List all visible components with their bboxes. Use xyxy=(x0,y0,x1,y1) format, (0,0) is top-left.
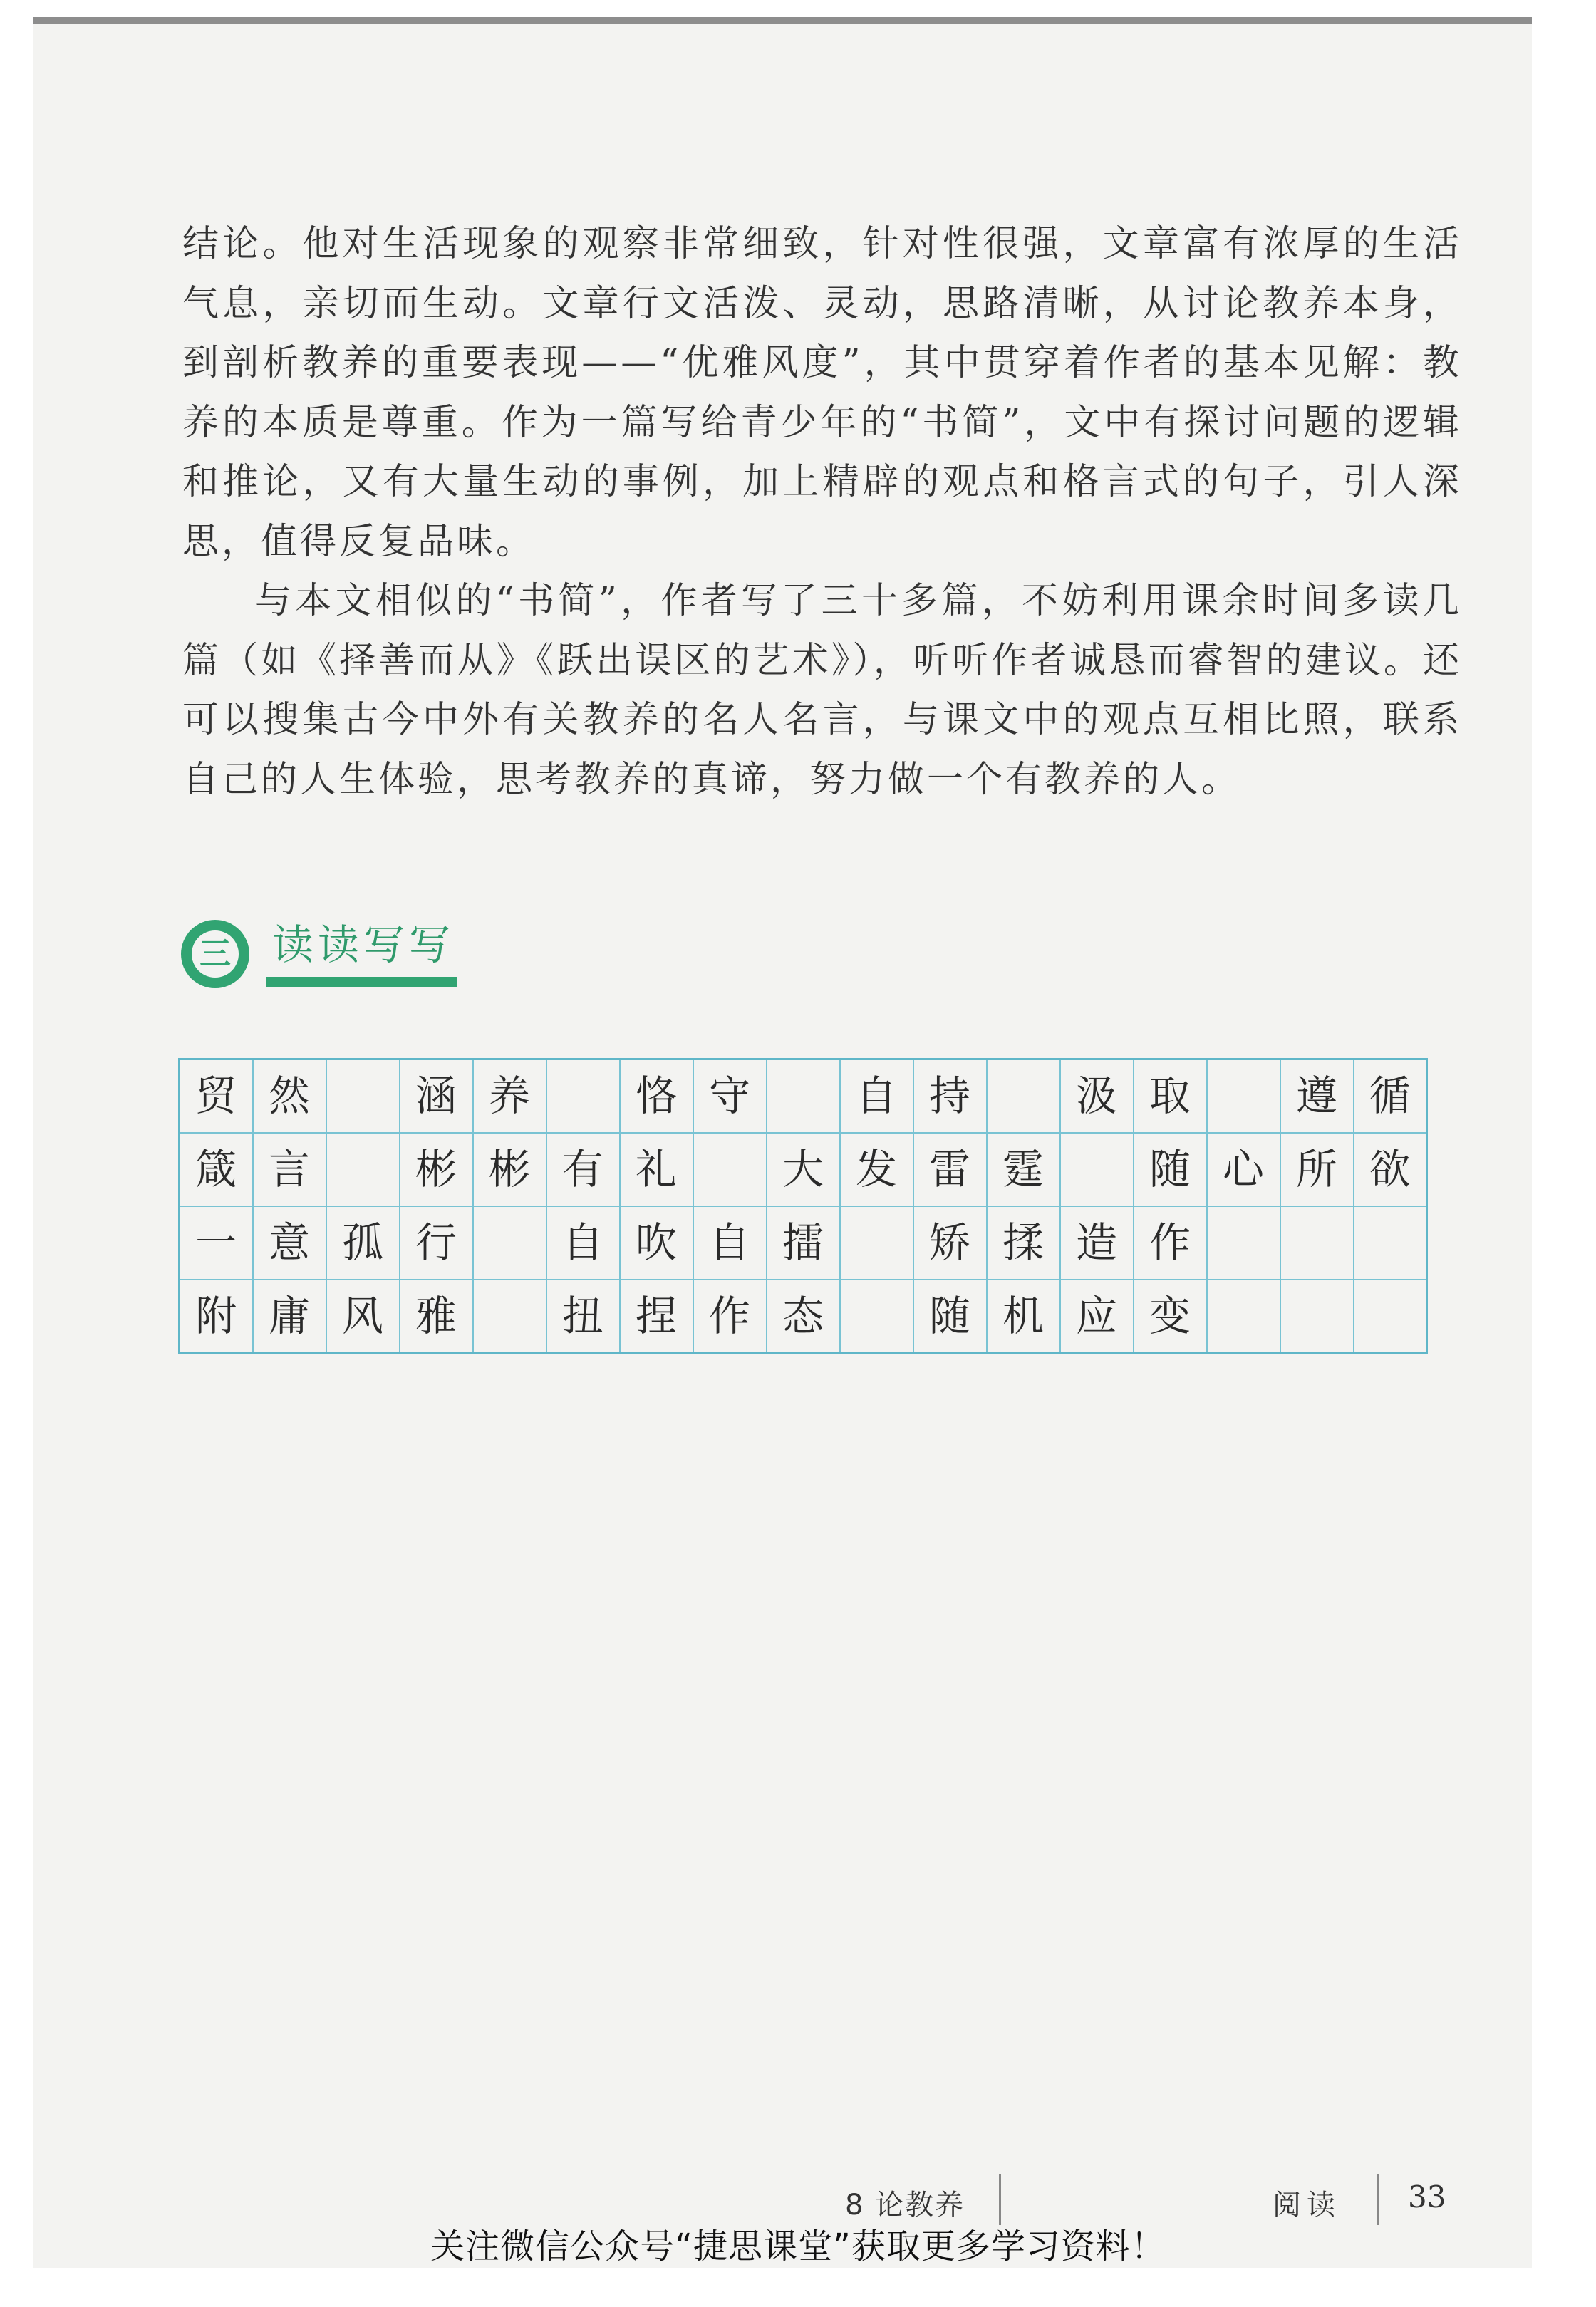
vocabulary-grid-cell: 机 xyxy=(987,1280,1060,1353)
vocabulary-grid-cell: 矫 xyxy=(913,1206,987,1280)
vocabulary-grid-cell xyxy=(1207,1206,1280,1280)
vocabulary-grid-cell: 涵 xyxy=(400,1059,473,1133)
paragraph-extended-reading: 与本文相似的“书简”，作者写了三十多篇，不妨利用课余时间多读几篇（如《择善而从》《跃出误区的艺术》），听听作者诚恳而睿智的建议。还可以搜集古今中外有关教养的名人名言，与课文中的观点互相比照，联系自己的人生体验，思考教养的真谛，努力做一个有教养的人。 xyxy=(182,580,1462,801)
watermark-notice: 关注微信公众号“捷思课堂”获取更多学习资料！ xyxy=(430,2226,1166,2266)
page-number: 33 xyxy=(1408,2179,1446,2214)
textbook-page xyxy=(33,17,1532,2268)
vocabulary-grid-cell: 雷 xyxy=(913,1133,987,1206)
vocabulary-grid-cell: 养 xyxy=(473,1059,546,1133)
vocabulary-grid-cell: 孤 xyxy=(326,1206,400,1280)
vocabulary-grid-cell xyxy=(1280,1280,1354,1353)
footer-divider xyxy=(1377,2174,1379,2225)
vocabulary-grid-cell xyxy=(1354,1280,1427,1353)
vocabulary-grid-cell: 霆 xyxy=(987,1133,1060,1206)
footer-section-label: 阅读 xyxy=(1273,2189,1341,2222)
vocabulary-grid-cell xyxy=(1280,1206,1354,1280)
vocabulary-grid-cell xyxy=(840,1206,913,1280)
body-text xyxy=(182,214,1462,809)
paragraph-conclusion: 结论。他对生活现象的观察非常细致，针对性很强，文章富有浓厚的生活气息，亲切而生动。文章行文活泼、灵动，思路清晰，从讨论教养本身，到剖析教养的重要表现——“优雅风度”，其中贯穿着作者的基本见解：教养的本质是尊重。作为一篇写给青少年的“书简”，文中有探讨问题的逻辑和推论，又有大量生动的事例，加上精辟的观点和格言式的句子，引人深思，值得反复品味。 xyxy=(182,223,1462,563)
vocabulary-grid-cell: 态 xyxy=(767,1280,840,1353)
vocabulary-grid-cell: 然 xyxy=(253,1059,326,1133)
vocabulary-grid-cell: 自 xyxy=(546,1206,620,1280)
vocabulary-grid-cell xyxy=(473,1280,546,1353)
vocabulary-grid-cell xyxy=(1060,1133,1134,1206)
footer-chapter-title: 8 论教养 xyxy=(845,2189,965,2222)
vocabulary-grid-cell: 言 xyxy=(253,1133,326,1206)
vocabulary-grid-cell: 随 xyxy=(913,1280,987,1353)
vocabulary-grid-cell xyxy=(326,1059,400,1133)
vocabulary-grid-cell: 附 xyxy=(180,1280,253,1353)
vocabulary-grid-cell: 随 xyxy=(1134,1133,1207,1206)
vocabulary-grid-cell: 意 xyxy=(253,1206,326,1280)
vocabulary-grid-cell: 汲 xyxy=(1060,1059,1134,1133)
section-number-badge-inner xyxy=(192,930,239,978)
vocabulary-grid xyxy=(178,1058,1428,1354)
vocabulary-grid-cell: 欲 xyxy=(1354,1133,1427,1206)
vocabulary-grid-cell: 彬 xyxy=(400,1133,473,1206)
vocabulary-grid-cell xyxy=(546,1059,620,1133)
vocabulary-grid-row xyxy=(180,1206,1427,1280)
section-title-underline xyxy=(266,977,457,987)
vocabulary-grid-cell xyxy=(693,1133,767,1206)
vocabulary-grid-cell: 庸 xyxy=(253,1280,326,1353)
vocabulary-grid-cell: 自 xyxy=(840,1059,913,1133)
vocabulary-grid-cell: 守 xyxy=(693,1059,767,1133)
section-heading xyxy=(181,907,466,992)
vocabulary-grid-cell: 循 xyxy=(1354,1059,1427,1133)
vocabulary-grid-cell: 取 xyxy=(1134,1059,1207,1133)
vocabulary-grid-cell xyxy=(1354,1206,1427,1280)
vocabulary-grid-cell: 彬 xyxy=(473,1133,546,1206)
vocabulary-grid-cell: 遵 xyxy=(1280,1059,1354,1133)
vocabulary-grid-cell: 擂 xyxy=(767,1206,840,1280)
vocabulary-grid-cell: 吹 xyxy=(620,1206,693,1280)
vocabulary-grid-cell: 心 xyxy=(1207,1133,1280,1206)
vocabulary-grid-cell: 发 xyxy=(840,1133,913,1206)
vocabulary-grid-cell xyxy=(326,1133,400,1206)
section-title: 读读写写 xyxy=(272,921,455,969)
vocabulary-grid-cell: 捏 xyxy=(620,1280,693,1353)
vocabulary-grid-row xyxy=(180,1280,1427,1353)
vocabulary-grid-cell: 大 xyxy=(767,1133,840,1206)
vocabulary-grid-row xyxy=(180,1059,1427,1133)
vocabulary-grid-cell: 雅 xyxy=(400,1280,473,1353)
vocabulary-grid-cell xyxy=(840,1280,913,1353)
vocabulary-grid-cell xyxy=(1207,1280,1280,1353)
vocabulary-grid-cell: 造 xyxy=(1060,1206,1134,1280)
vocabulary-grid-cell: 作 xyxy=(1134,1206,1207,1280)
vocabulary-grid-cell: 行 xyxy=(400,1206,473,1280)
vocabulary-grid-cell: 风 xyxy=(326,1280,400,1353)
vocabulary-grid-row xyxy=(180,1133,1427,1206)
section-number: 三 xyxy=(200,935,231,972)
vocabulary-grid-cell: 自 xyxy=(693,1206,767,1280)
vocabulary-grid-cell: 所 xyxy=(1280,1133,1354,1206)
vocabulary-grid-cell: 恪 xyxy=(620,1059,693,1133)
section-number-badge xyxy=(181,920,249,988)
footer-divider xyxy=(999,2174,1001,2225)
vocabulary-grid-cell: 箴 xyxy=(180,1133,253,1206)
vocabulary-grid-cell: 持 xyxy=(913,1059,987,1133)
vocabulary-grid-cell: 变 xyxy=(1134,1280,1207,1353)
vocabulary-grid-cell xyxy=(1207,1059,1280,1133)
vocabulary-grid-cell: 揉 xyxy=(987,1206,1060,1280)
vocabulary-grid-cell: 应 xyxy=(1060,1280,1134,1353)
vocabulary-grid-cell xyxy=(473,1206,546,1280)
vocabulary-grid-cell xyxy=(767,1059,840,1133)
vocabulary-grid-cell: 作 xyxy=(693,1280,767,1353)
vocabulary-grid-cell: 一 xyxy=(180,1206,253,1280)
vocabulary-grid-cell: 扭 xyxy=(546,1280,620,1353)
vocabulary-grid-cell: 有 xyxy=(546,1133,620,1206)
vocabulary-grid-cell xyxy=(987,1059,1060,1133)
vocabulary-grid-cell: 礼 xyxy=(620,1133,693,1206)
vocabulary-grid-cell: 贸 xyxy=(180,1059,253,1133)
